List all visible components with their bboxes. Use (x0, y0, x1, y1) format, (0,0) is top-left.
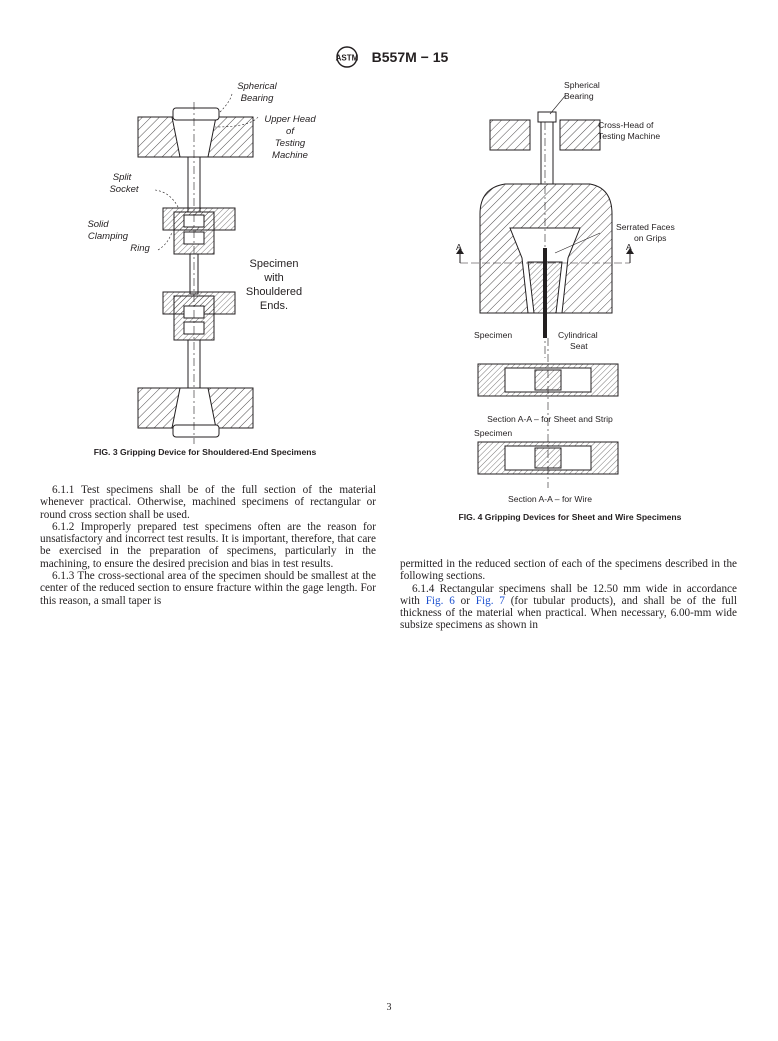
fig-6-link[interactable]: Fig. 6 (425, 594, 455, 607)
paragraph-6-1-1: 6.1.1 Test specimens shall be of the full section of the material whenever practical. Otherwise, machined specimens of rectangular or round cross section shall be used. (40, 484, 376, 521)
fig3-label-machine: Machine (272, 150, 308, 161)
upper-grip (163, 208, 235, 254)
fig4-label-a-right: A (626, 242, 632, 252)
fig4-label-cylindrical: Cylindrical (558, 330, 598, 340)
fig3-label-socket: Socket (109, 184, 139, 195)
fig3-label-split: Split (112, 172, 132, 183)
fig4-label-testing-machine: Testing Machine (598, 131, 661, 141)
fig3-label-ends: Ends. (259, 300, 289, 312)
fig3-label-ring: Ring (130, 243, 150, 254)
fig4-label-on-grips: on Grips (634, 233, 667, 243)
paragraph-6-1-4: 6.1.4 Rectangular specimens shall be 12.50 mm wide in accordance with Fig. 6 or Fig. 7 (for tubular products), and shall be of the full thickness of the material when practical. When necessary, 6.00-mm wide subsize specimens as shown in (400, 582, 737, 632)
fig3-label-solid: Solid (87, 219, 109, 230)
figure-3-caption: FIG. 3 Gripping Device for Shouldered-End Specimens (93, 447, 317, 457)
upper-head (138, 108, 253, 157)
document-header (0, 46, 778, 68)
paragraph-6-1-2: 6.1.2 Improperly prepared test specimens often are the reason for unsatisfactory and incorrect test results. It is important, therefore, that care be exercised in the preparation of specimens, particularly in the machining, to ensure the desired precision and bias in test results. (40, 520, 376, 570)
right-column-text (400, 558, 737, 632)
fig3-label-of: of (286, 126, 294, 137)
fig4-label-section-sheet: Section A-A – for Sheet and Strip (487, 414, 613, 424)
fig3-label-bearing: Bearing (240, 93, 274, 104)
lower-grip (163, 292, 235, 340)
fig4-label-specimen: Specimen (474, 330, 513, 340)
lower-head (138, 388, 253, 437)
fig3-label-clamping: Clamping (87, 231, 129, 242)
fig3-label-shouldered: Shouldered (245, 286, 303, 298)
standard-designation: B557M − 15 (371, 49, 449, 65)
fig4-label-spherical: Spherical (564, 80, 600, 90)
paragraph-continued: permitted in the reduced section of each of the specimens described in the following sections. (400, 558, 737, 583)
figure-4-diagram (450, 78, 690, 508)
fig4-label-specimen-2: Specimen (474, 428, 513, 438)
fig4-label-bearing: Bearing (564, 91, 594, 101)
fig3-label-upper-head: Upper Head (264, 114, 316, 125)
fig4-label-crosshead: Cross-Head of (598, 120, 654, 130)
figure-4-caption: FIG. 4 Gripping Devices for Sheet and Wire Specimens (458, 512, 682, 522)
fig4-label-serrated: Serrated Faces (616, 222, 675, 232)
fig4-label-section-wire: Section A-A – for Wire (507, 494, 593, 504)
astm-logo-icon (330, 46, 364, 68)
fig3-label-testing: Testing (274, 138, 306, 149)
svg-text:ASTM: ASTM (335, 53, 358, 63)
paragraph-6-1-3: 6.1.3 The cross-sectional area of the specimen should be smallest at the center of the reduced section to ensure fracture within the gage length. For this reason, a small taper is (40, 570, 376, 607)
fig4-label-a-left: A (456, 242, 462, 252)
fig4-label-seat: Seat (570, 341, 588, 351)
fig-7-link[interactable]: Fig. 7 (475, 594, 505, 607)
fig3-label-spherical: Spherical (237, 81, 277, 92)
page-number: 3 (386, 1002, 392, 1013)
fig3-label-with: with (264, 272, 284, 284)
fig3-label-specimen: Specimen (249, 258, 299, 270)
figure-3-diagram (60, 72, 390, 447)
left-column-text (40, 484, 376, 607)
